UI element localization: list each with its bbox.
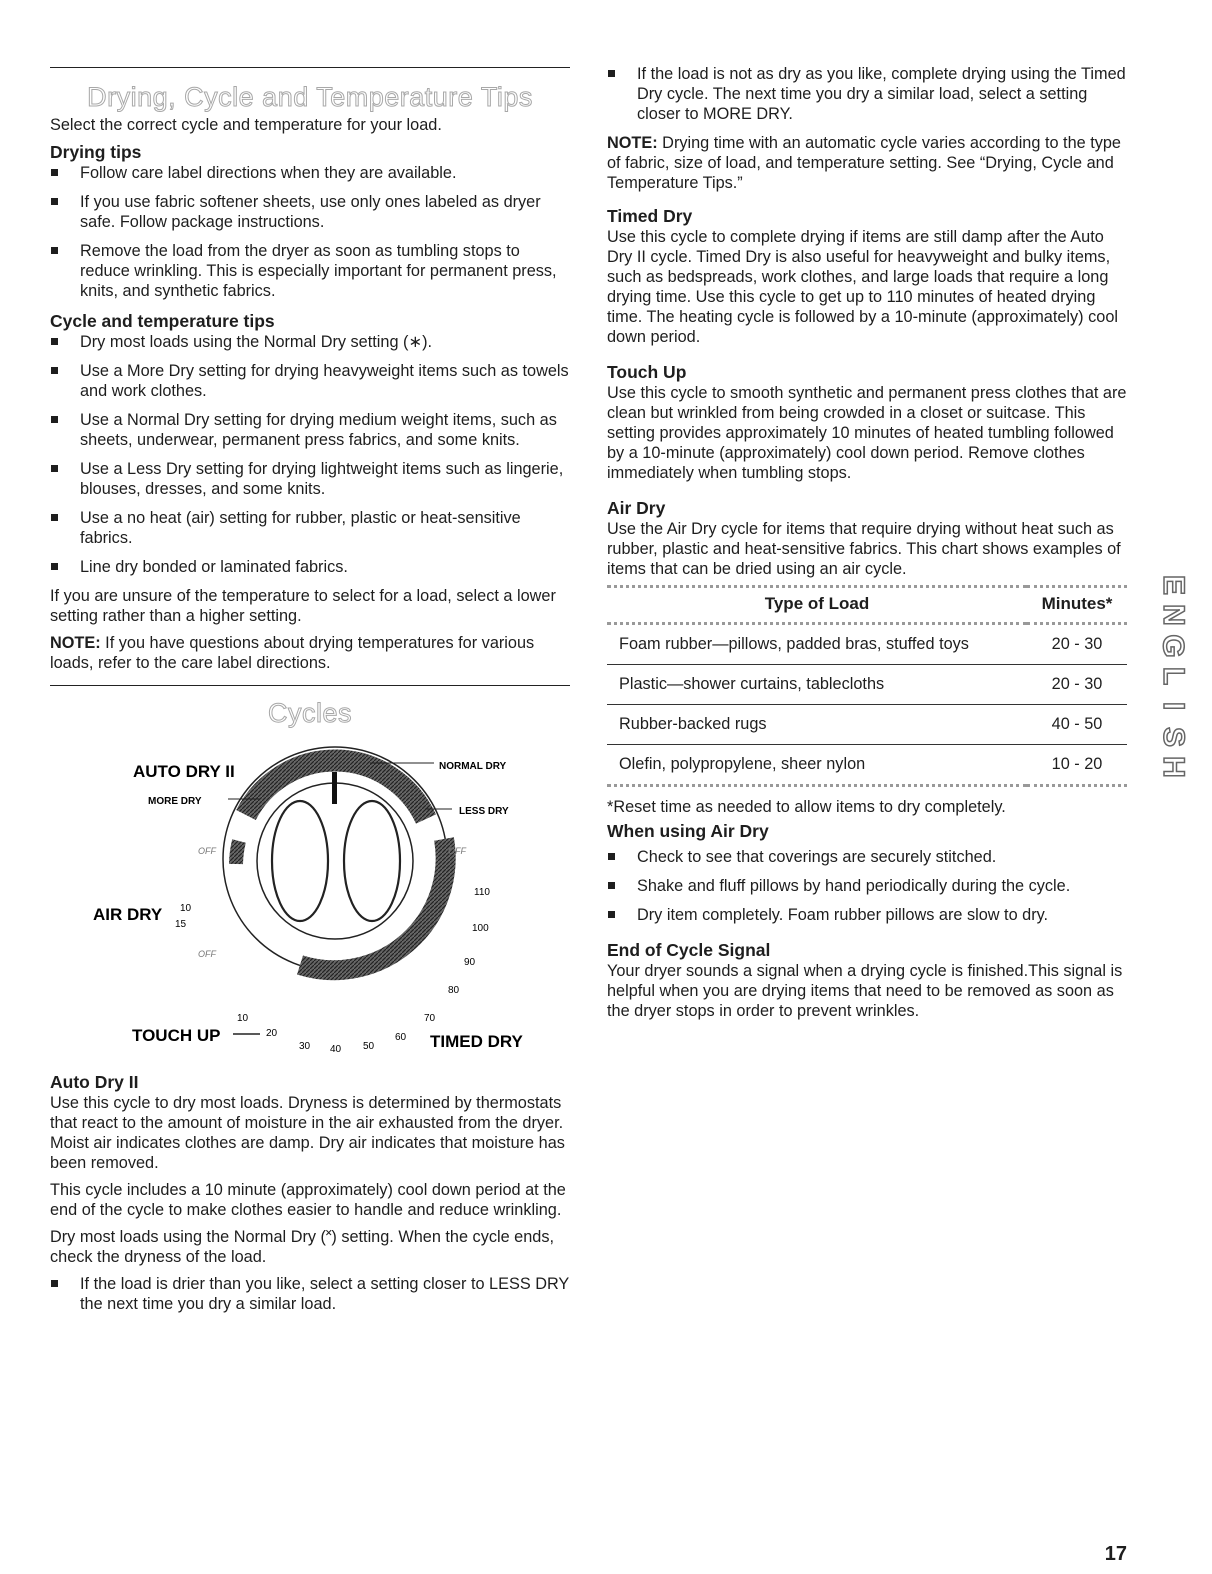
table-cell: 10 - 20 bbox=[1027, 745, 1127, 786]
tab-letter: S bbox=[1156, 726, 1190, 747]
tab-letter: E bbox=[1156, 574, 1190, 596]
label-t110: 110 bbox=[474, 887, 490, 898]
auto-dry-heading: Auto Dry II bbox=[50, 1072, 139, 1092]
table-cell: Foam rubber—pillows, padded bras, stuffed toys bbox=[607, 624, 1027, 665]
tips-intro: Select the correct cycle and temperature for your load. bbox=[50, 116, 442, 134]
dial-pointer bbox=[332, 772, 337, 804]
label-touch-up: TOUCH UP bbox=[132, 1026, 221, 1045]
label-off: OFF bbox=[198, 846, 216, 856]
tab-letter: I bbox=[1157, 702, 1190, 711]
label-timed-dry: TIMED DRY bbox=[430, 1032, 523, 1051]
drying-tips-list bbox=[50, 163, 570, 301]
label-t40: 40 bbox=[330, 1044, 342, 1055]
auto-dry-list bbox=[50, 1274, 570, 1314]
end-cycle-heading: End of Cycle Signal bbox=[607, 940, 771, 960]
table-footnote: *Reset time as needed to allow items to dry completely. bbox=[607, 798, 1006, 816]
label-t70: 70 bbox=[424, 1013, 436, 1024]
cycle-tips-list bbox=[50, 332, 570, 577]
label-t60: 60 bbox=[395, 1032, 407, 1043]
note-text: If you have questions about drying temperatures for various loads, refer to the care label directions. bbox=[50, 634, 535, 672]
label-t20: 20 bbox=[266, 1028, 278, 1039]
left-column bbox=[50, 0, 570, 1323]
cycles-title: Cycles bbox=[267, 698, 352, 728]
air-dry-heading: Air Dry bbox=[607, 498, 666, 518]
when-using-list bbox=[607, 847, 1127, 925]
list-item: Check to see that coverings are securely stitched. bbox=[607, 847, 1127, 867]
list-item: If you use fabric softener sheets, use only ones labeled as dryer safe. Follow package instructions. bbox=[50, 192, 570, 232]
dial-svg bbox=[50, 729, 570, 1055]
note-label: NOTE: bbox=[50, 634, 101, 652]
table-row bbox=[607, 665, 1127, 705]
tab-letter: H bbox=[1156, 756, 1190, 778]
right-column bbox=[607, 0, 1127, 1028]
label-t100: 100 bbox=[472, 923, 489, 934]
dial-inner-circle bbox=[257, 783, 413, 939]
label-t50: 50 bbox=[363, 1041, 375, 1052]
table-row bbox=[607, 705, 1127, 745]
list-item: Use a Normal Dry setting for drying medium weight items, such as sheets, underwear, permanent press fabrics, and some knits. bbox=[50, 410, 570, 450]
label-t90: 90 bbox=[464, 957, 476, 968]
cycle-tips-heading: Cycle and temperature tips bbox=[50, 311, 275, 331]
list-item: Line dry bonded or laminated fabrics. bbox=[50, 557, 570, 577]
list-item: Shake and fluff pillows by hand periodically during the cycle. bbox=[607, 876, 1127, 896]
auto-dry-list-continued bbox=[607, 64, 1127, 124]
timed-dry-heading: Timed Dry bbox=[607, 206, 693, 226]
label-off: OFF bbox=[448, 846, 466, 856]
table-cell: Rubber-backed rugs bbox=[607, 705, 1027, 745]
label-off: OFF bbox=[198, 949, 216, 959]
section-rule bbox=[50, 685, 570, 686]
tips-title: Drying, Cycle and Temperature Tips bbox=[87, 82, 533, 112]
note-label: NOTE: bbox=[607, 134, 658, 152]
list-item: Dry item completely. Foam rubber pillows are slow to dry. bbox=[607, 905, 1127, 925]
auto-dry-paragraph: This cycle includes a 10 minute (approximately) cool down period at the end of the cycle to make clothes easier to handle and reduce wrinkling. bbox=[50, 1181, 566, 1219]
auto-dry-paragraph: Dry most loads using the Normal Dry (˟) setting. When the cycle ends, check the dryness of the load. bbox=[50, 1228, 554, 1266]
list-item: Remove the load from the dryer as soon as tumbling stops to reduce wrinkling. This is especially important for permanent press, knits, and synthetic fabrics. bbox=[50, 241, 570, 301]
tab-letter: N bbox=[1156, 604, 1190, 627]
tab-letter: G bbox=[1157, 633, 1190, 658]
dryer-dial-diagram bbox=[50, 729, 570, 1059]
list-item: Follow care label directions when they are available. bbox=[50, 163, 570, 183]
label-air-dry: AIR DRY bbox=[93, 905, 163, 924]
label-air-15: 15 bbox=[175, 919, 187, 930]
auto-cycle-note bbox=[607, 133, 1127, 193]
page-number: 17 bbox=[1104, 1543, 1127, 1565]
table-cell: 20 - 30 bbox=[1027, 624, 1127, 665]
label-tu10: 10 bbox=[237, 1013, 249, 1024]
label-t30: 30 bbox=[299, 1041, 311, 1052]
table-cell: Olefin, polypropylene, sheer nylon bbox=[607, 745, 1027, 786]
tab-letter: L bbox=[1156, 666, 1190, 686]
air-dry-table bbox=[607, 585, 1127, 787]
auto-dry-paragraph: Use this cycle to dry most loads. Dryness is determined by thermostats that react to the amount of moisture in the air exhausted from the dryer. Moist air indicates clothes are damp. Dry air indicates that moisture has been removed. bbox=[50, 1094, 565, 1172]
table-header-row bbox=[607, 587, 1127, 624]
label-auto-dry: AUTO DRY II bbox=[133, 762, 235, 781]
drying-tips-heading: Drying tips bbox=[50, 142, 142, 162]
touch-up-heading: Touch Up bbox=[607, 362, 687, 382]
table-row bbox=[607, 624, 1127, 665]
language-tab bbox=[1157, 570, 1189, 782]
when-using-heading: When using Air Dry bbox=[607, 821, 769, 841]
section-rule bbox=[50, 67, 570, 68]
label-more-dry: MORE DRY bbox=[148, 796, 202, 807]
table-cell: 40 - 50 bbox=[1027, 705, 1127, 745]
label-t80: 80 bbox=[448, 985, 460, 996]
list-item: Use a More Dry setting for drying heavyweight items such as towels and work clothes. bbox=[50, 361, 570, 401]
note-text: Drying time with an automatic cycle varies according to the type of fabric, size of load, and temperature setting. See “Drying, Cycle and Temperature Tips.” bbox=[607, 134, 1121, 192]
air-dry-paragraph: Use the Air Dry cycle for items that require drying without heat such as rubber, plastic and heat-sensitive fabrics. This chart shows examples of items that can be dried using an air cycle. bbox=[607, 520, 1121, 578]
table-row bbox=[607, 745, 1127, 786]
air-dry-band bbox=[236, 841, 239, 864]
end-cycle-paragraph: Your dryer sounds a signal when a drying cycle is finished.This signal is helpful when you are drying items that need to be removed as soon as the dryer stops in order to prevent wrinkles. bbox=[607, 962, 1123, 1020]
list-item: Use a Less Dry setting for drying lightweight items such as lingerie, blouses, dresses, and some knits. bbox=[50, 459, 570, 499]
table-cell: Plastic—shower curtains, tablecloths bbox=[607, 665, 1027, 705]
list-item: Dry most loads using the Normal Dry setting (∗). bbox=[50, 332, 570, 352]
table-header: Minutes* bbox=[1027, 587, 1127, 624]
list-item: If the load is drier than you like, select a setting closer to LESS DRY the next time you dry a similar load. bbox=[50, 1274, 570, 1314]
list-item: Use a no heat (air) setting for rubber, plastic or heat-sensitive fabrics. bbox=[50, 508, 570, 548]
table-header: Type of Load bbox=[607, 587, 1027, 624]
unsure-paragraph: If you are unsure of the temperature to select for a load, select a lower setting rather than a higher setting. bbox=[50, 587, 556, 625]
timed-dry-paragraph: Use this cycle to complete drying if items are still damp after the Auto Dry II cycle. Timed Dry is also useful for heavyweight and bulky items, such as bedspreads, work clothes, and large loads that require a long drying time. Use this cycle to get up to 110 minutes of heated drying time. The heating cycle is followed by a 10-minute (approximately) cool down period. bbox=[607, 228, 1118, 346]
touch-up-paragraph: Use this cycle to smooth synthetic and permanent press clothes that are clean but wrinkled from being crowded in a closet or suitcase. This setting provides approximately 10 minutes of heated tumbling followed by a 10-minute (approximately) cool down period. Remove clothes immediately when tumbling stops. bbox=[607, 384, 1127, 482]
label-air-10: 10 bbox=[180, 903, 192, 914]
label-normal-dry: NORMAL DRY bbox=[439, 761, 507, 772]
table-cell: 20 - 30 bbox=[1027, 665, 1127, 705]
list-item: If the load is not as dry as you like, complete drying using the Timed Dry cycle. The next time you dry a similar load, select a setting closer to MORE DRY. bbox=[607, 64, 1127, 124]
tips-note bbox=[50, 633, 570, 673]
label-less-dry: LESS DRY bbox=[459, 806, 509, 817]
